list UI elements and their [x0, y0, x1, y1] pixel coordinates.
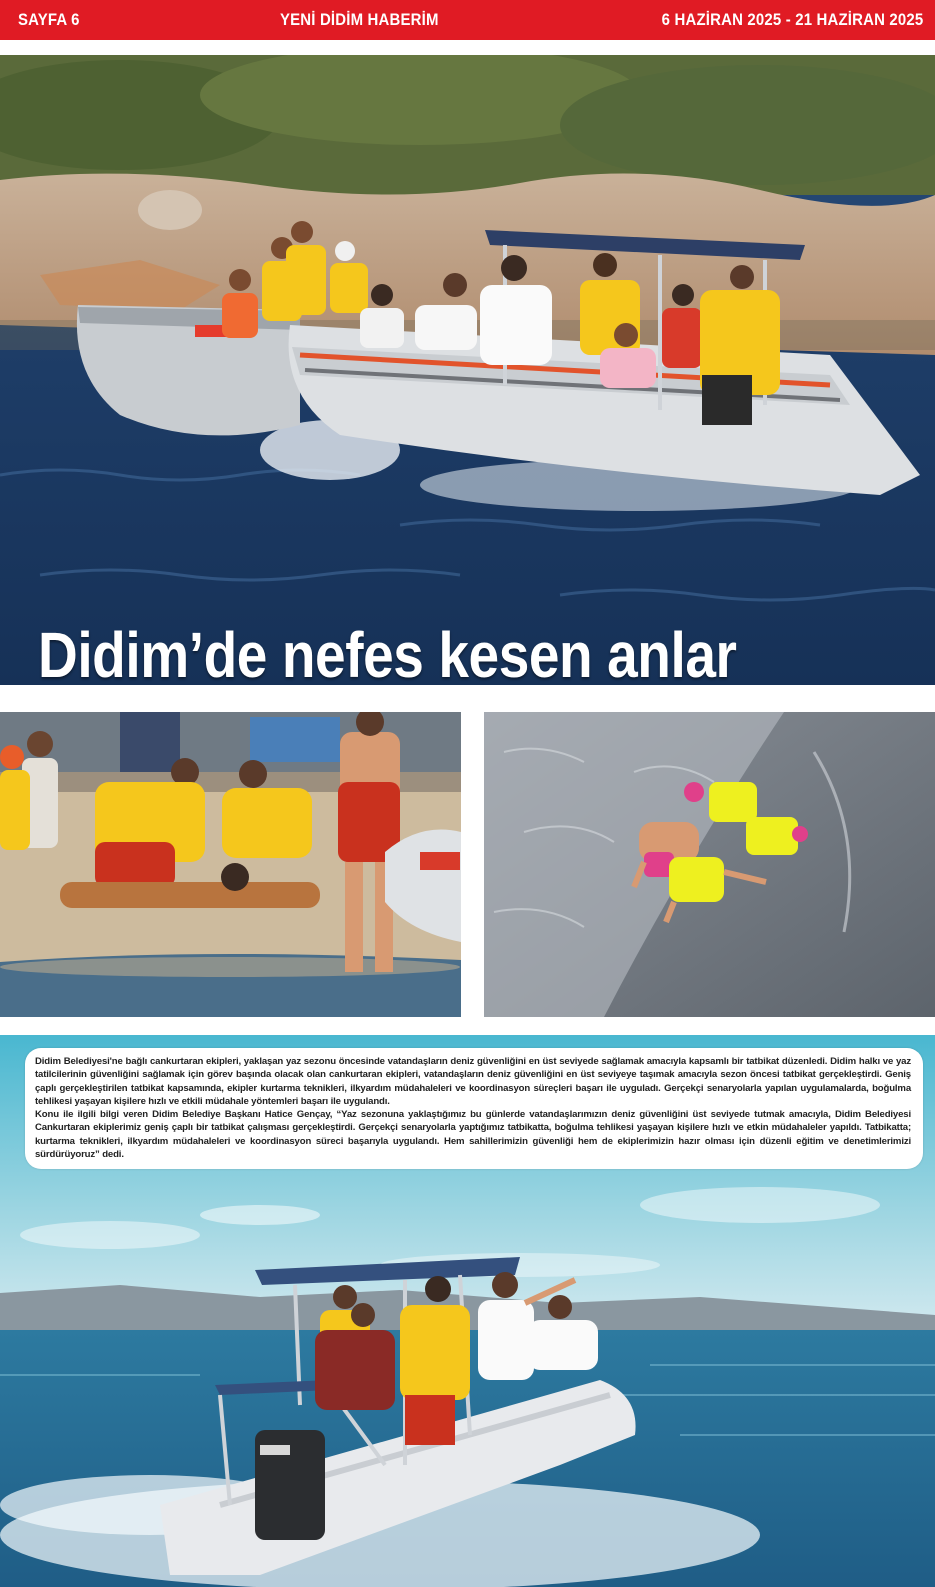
newspaper-name: YENİ DİDİM HABERİM — [280, 10, 439, 29]
beach-first-aid-photo — [0, 712, 461, 1017]
issue-dates: 6 HAZİRAN 2025 - 21 HAZİRAN 2025 — [661, 10, 923, 29]
page-number: SAYFA 6 — [18, 10, 80, 29]
article-body — [25, 1048, 923, 1169]
headline: Didim’de nefes kesen anlar — [38, 619, 737, 685]
masthead — [0, 0, 935, 40]
article-paragraph-2: Konu ile ilgili bilgi veren Didim Belediye Başkanı Hatice Gençay, “Yaz sezonuna yaklaştığımız bu günlerde vatandaşlarımızın deniz güvenliğini üst seviyede tutmak amacıyla, Didim Belediyesi Cankurtaran ekiplerimiz geniş çaplı bir tatbikat çalışması gerçekleştirdi. Gerçekçi senaryolarla yaptığımız tatbikatta, boğulma tehlikesi yaşayan kişilere hızlı ve etkin müdahaleler yapıldı. Tatbikatta; kurtarma teknikleri, ilkyardım müdahaleleri ve koordinasyon süreci başarıyla uygulandı. Hem sahillerimizin güvenliği hem de ekiplerimizin hazır olması için düzenli eğitim ve denetimlerimizi sürdürüyoruz” dedi. — [35, 1109, 911, 1161]
article-paragraph-1: Didim Belediyesi'ne bağlı cankurtaran ekipleri, yaklaşan yaz sezonu öncesinde vatandaşların deniz güvenliğini en üst seviyede sağlamak amacıyla kapsamlı bir tatbikat düzenledi. Didim halkı ve yaz tatilcilerinin güvenliğini sağlamak için görev başında olacak olan cankurtaran ekipleri, vatandaşların deniz güvenliğini en üst seviyeye taşımak amacıyla sezon öncesi tatbikat gerçekleştirdi. Geniş çaplı gerçekleştirilen tatbikat kapsamında, ekipler kurtarma teknikleri, ilkyardım müdahaleleri ve koordinasyon süreçleri başarı ile uyguladı. Gerçekçi senaryolarla yapılan uygulamalarda, boğulma tehlikesi yaşayan kişilere hızlı ve etkili müdahale yöntemleri başarı ile uygulandı. — [35, 1056, 911, 1107]
aerial-shore-rescue-photo — [484, 712, 935, 1017]
hero-photo — [0, 55, 935, 685]
